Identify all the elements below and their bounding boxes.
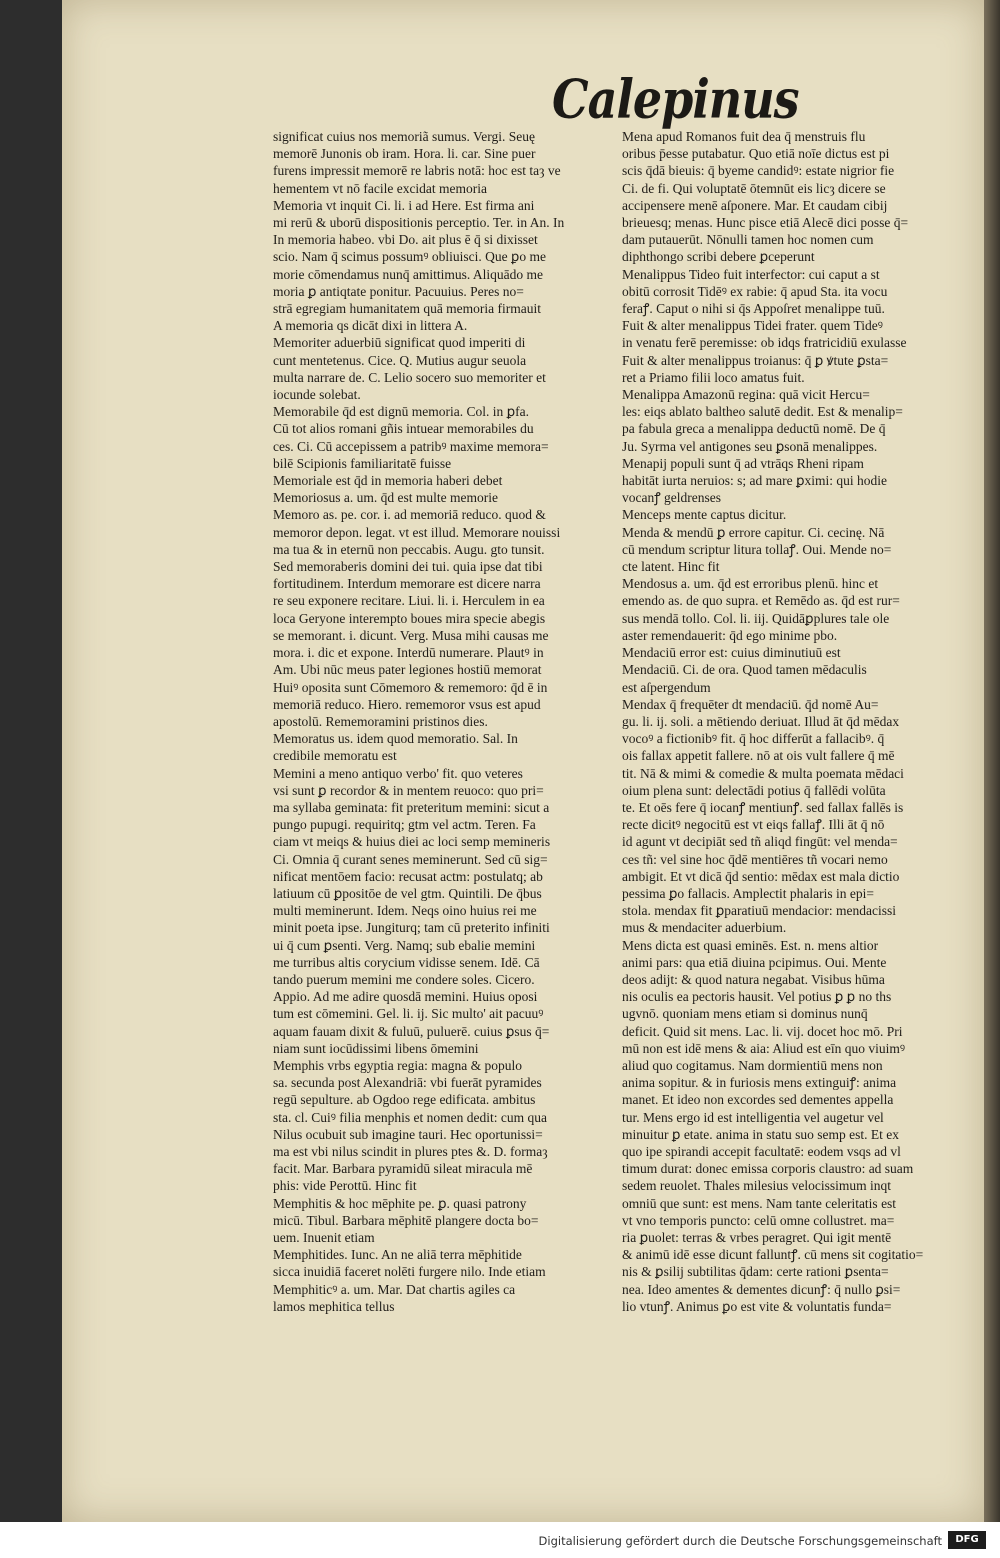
text-line: ces. Ci. Cū accepissem a patribꝰ maxime memora= [273,438,549,454]
text-line: timum durat: donec emissa corporis claustro: ad suam [622,1161,914,1177]
text-line: brieuesq; menas. Hunc pisce etiā Alecē dici posse q̄= [622,215,909,231]
text-line: Menalippa Amazonū regina: quā vicit Hercu= [622,387,870,403]
text-line: In memoria habeo. vbi Do. ait plus ē q̄ si dixisset [273,232,538,248]
text-line: ois fallax appetit fallere. nō at ois vult fallere q̄ mē [622,748,895,764]
text-line: A memoria qs dicāt dixi in littera A. [273,318,468,334]
text-line: les: eiqs ablato baltheo salutē dedit. Est & menalip= [622,404,903,420]
text-line: pa fabula greca a menalippa deductū nomē. De q̄ [622,421,886,437]
text-line: nea. Ideo amentes & dementes dicunꝭ: q̄ nullo ꝑsi= [622,1281,901,1297]
text-line: vocoꝰ a fictionibꝰ fit. q̄ hoc differūt a fallacibꝰ. q̄ [622,731,885,747]
text-line: Huiꝰ oposita sunt Cōmemoro & rememoro: q̄d ē in [273,679,548,695]
text-line: ambigit. Et vt dicā q̄d sentio: mēdax est mala dictio [622,868,900,884]
text-line: loca Geryone interempto boues mira specie abegis [273,610,546,626]
text-line: aster remendauerit: q̄d ego minime pbo. [622,627,838,643]
text-line: apostolū. Rememoramini pristinos dies. [273,713,488,729]
text-line: sta. cl. Cuiꝰ filia menphis et nomen dedit: cum qua [273,1109,547,1125]
text-line: Menapij populi sunt q̄ ad vtrāqs Rheni ripam [622,455,864,471]
text-line: phis: vide Perottū. Hinc fit [273,1178,417,1194]
text-line: dam putauerūt. Nōnulli tamen hoc nomen cum [622,232,874,248]
text-line: moria ꝑ antiqtate ponitur. Pacuuius. Peres no= [273,283,524,299]
text-line: Menalippus Tideo fuit interfector: cui caput a st [622,266,880,282]
text-line: sicca inuidiā faceret nolēti furgere nilo. Inde etiam [273,1264,546,1280]
text-line: Memphis vrbs egyptia regia: magna & populo [273,1057,522,1073]
text-line: morie cōmendamus nunq̄ amittimus. Aliquādo me [273,266,543,282]
text-line: feraꝭ. Caput o nihi si q̄s Appoſret menalippe tuū. [622,301,885,317]
text-line: hementem vt nō facile excidat memoria [273,180,488,196]
text-line: scis q̄dā bieuis: q̄ byeme candidꝰ: estate nigrior fie [622,163,895,179]
text-line: iocunde solebat. [273,387,361,403]
text-line: tit. Nā & mimi & comedie & multa poemata mēdaci [622,765,904,781]
footer-bar [0,1522,1000,1558]
text-line: Memoriter aduerbiū significat quod imperiti di [273,335,526,351]
text-line: tando puerum memini me condere soles. Cicero. [273,971,535,987]
text-line: stola. mendax fit ꝑparatiuū mendacior: mendacissi [622,903,896,919]
text-line: in venatu ferē peremisse: ob idqs fratricidiū exulasse [622,335,907,351]
text-line: mi rerū & uborū dispositionis perceptio. Ter. in An. In [273,215,565,231]
text-line: emendo as. de quo supra. et Remēdo as. q̄d est rur= [622,593,900,609]
dfg-logo: DFG [948,1531,986,1549]
text-line: Memoriale est q̄d in memoria haberi debet [273,473,503,489]
text-line: Nilus ocubuit sub imagine tauri. Hec oportunissi= [273,1126,543,1142]
text-line: memorē Junonis ob iram. Hora. li. car. Sine puer [273,146,536,162]
text-line: Fuit & alter menalippus troianus: q̄ ꝑ ꝟtute ꝑsta= [622,352,889,368]
text-line: Am. Ubi nūc meus pater legiones hostiū memorat [273,662,542,678]
text-line: Menda & mendū ꝑ errore capitur. Ci. cecinę. Nā [622,524,885,540]
text-line: nis oculis ea pectoris hausit. Vel potius ꝑ ꝑ no ths [622,989,892,1005]
text-line: regū sepulture. ab Ogdoo rege edificata. ambitus [273,1092,536,1108]
text-line: gu. li. ij. soli. a mētiendo deriuat. Illud āt q̄d mēdax [622,713,900,729]
text-line: Mena apud Romanos fuit dea q̄ menstruis flu [622,129,866,144]
text-line: memoriā reduco. Hiero. rememoror vsus est apud [273,696,541,712]
text-line: multa narrare de. C. Lelio socero suo memoriter et [273,369,546,385]
text-line: mū non est idē mens & aia: Aliud est eīn quo viuimꝰ [622,1040,906,1056]
text-line: Menceps mente captus dicitur. [622,507,787,523]
text-line: & animū idē esse dicunt falluntꝭ. cū mens sit cogitatio= [622,1247,924,1263]
left-text-column [273,128,621,1315]
text-line: pungo pupugi. requiritq; gtm vel actm. Teren. Fa [273,817,536,833]
text-line: strā egregiam humanitatem quā memoria firmauit [273,301,542,317]
text-line: micū. Tibul. Barbara mēphitē plangere docta bo= [273,1212,539,1228]
text-line: significat cuius nos memoriã sumus. Vergi. Seuę [273,129,535,144]
text-line: ret a Priamo filii loco amatus fuit. [622,369,805,385]
text-line: vt vno temporis puncto: celū omne collustret. ma= [622,1212,895,1228]
text-line: Ju. Syrma vel antigones seu ꝑsonā menalippes. [622,438,878,454]
text-line: Memphitis & hoc mēphite pe. ꝑ. quasi patrony [273,1195,527,1211]
text-line: nis & ꝑsilij subtilitas q̄dam: certe rationi ꝑsenta= [622,1264,889,1280]
text-line: ces tñ: vel sine hoc q̄dē mentiēres tñ vocari nemo [622,851,888,867]
page-header-title: Calepinus [552,67,799,131]
text-line: vocanꝭ geldrenses [622,490,721,506]
text-line: uem. Inuenit etiam [273,1230,375,1245]
text-line: sedem reuolet. Thales milesius velocissimum inqt [622,1178,891,1194]
text-line: quo ipe spirandi accepit facultatē: eodem vsqs ad vl [622,1143,901,1159]
text-line: ciam vt meiqs & huius diei ac loci semp memineris [273,834,551,850]
text-line: cū mendum scriptur litura tollaꝭ. Oui. Mende no= [622,541,892,557]
text-line: multi meminerunt. Idem. Neqs oino huius rei me [273,903,537,919]
text-line: tur. Mens ergo id est intelligentia vel augetur vel [622,1109,884,1125]
text-line: Memini a meno antiquo verbo' fit. quo veteres [273,765,523,781]
right-text-column [622,128,984,1315]
text-line: minit poeta ipse. Jungiturq; tam cū preterito infiniti [273,920,550,936]
text-line: Ci. Omnia q̄ curant senes meminerunt. Sed cū sig= [273,851,548,867]
text-line: Memoria vt inquit Ci. li. i ad Here. Est firma ani [273,197,535,213]
text-line: oium plena sunt: delectādi potius q̄ fallēdi volūta [622,782,886,798]
text-line: furens impressit memorē re labris notā: hoc est taȝ ve [273,163,561,179]
text-line: ria ꝑuolet: terras & vrbes peragret. Qui igit mentē [622,1230,892,1245]
book-edge [984,0,1000,1522]
text-line: niam sunt iocūdissimi libens ōmemini [273,1040,479,1056]
text-line: cte latent. Hinc fit [622,559,720,575]
text-line: Memoriosus a. um. q̄d est multe memorie [273,490,498,506]
text-line: recte dicitꝰ negocitū est vt eiqs fallaꝭ. Illi āt q̄ nō [622,817,885,833]
text-line: sus mendā tollo. Col. li. iij. Quidāꝑplures tale ole [622,610,890,626]
text-line: sa. secunda post Alexandriā: vbi fuerāt pyramides [273,1075,542,1091]
text-line: minuitur ꝑ etate. anima in statu suo semp est. Et ex [622,1126,900,1142]
text-line: deficit. Quid sit mens. Lac. li. vij. docet hoc mō. Pri [622,1023,903,1039]
footer-credit-text: Digitalisierung gefördert durch die Deutsche Forschungsgemeinschaft [538,1534,942,1548]
text-line: pessima ꝑo fallacis. Amplectit phalaris in epi= [622,885,874,901]
text-line: accipensere menē aſponere. Mar. Et caudam cibij [622,197,888,213]
text-line: Mens dicta est quasi eminēs. Est. n. mens altior [622,937,879,953]
text-line: me turribus altis corycium vidisse senem. Idē. Cā [273,954,540,970]
text-line: bilē Scipionis familiaritatē fuisse [273,455,452,471]
text-line: re seu exponere recitare. Liui. li. i. Herculem in ea [273,593,545,609]
text-line: vsi sunt ꝑ recordor & in mentem reuoco: quo pri= [273,782,544,798]
text-line: cunt mentetenus. Cice. Q. Mutius augur seuola [273,352,527,368]
text-line: id agunt vt decipiāt sed tñ aliqd fingūt: vel menda= [622,834,898,850]
text-line: habitāt iurta neruios: s; ad mare ꝑximi: qui hodie [622,473,888,489]
text-line: Cū tot alios romani gñis intuear memorabiles du [273,421,534,437]
text-line: mus & mendaciter aduerbium. [622,920,787,936]
text-line: ma syllaba geminata: fit preteritum memini: sicut a [273,799,550,815]
text-line: Appio. Ad me adire quosdā memini. Huius oposi [273,989,538,1005]
text-line: Memoro as. pe. cor. i. ad memoriā reduco. quod & [273,507,546,523]
text-line: aquam fauam dixit & fuluū, puluerē. cuius ꝑsus q̄= [273,1023,550,1039]
text-line: animi pars: qua etiā diuina pcipimus. Oui. Mente [622,954,887,970]
text-line: latiuum cū ꝑpositōe de vel gtm. Quintili. De q̄bus [273,885,542,901]
text-line: anima sopitur. & in furiosis mens extinguiꝭ: anima [622,1075,897,1091]
text-line: scio. Nam q̄ scimus possumꝰ obliuisci. Que ꝑo me [273,249,546,265]
text-line: diphthongo scribi debere ꝑceperunt [622,249,815,265]
text-line: Mendosus a. um. q̄d est erroribus plenū. hinc et [622,576,879,592]
text-line: ma tua & in eternū non peccabis. Augu. gto tunsit. [273,541,545,557]
text-line: facit. Mar. Barbara pyramidū sileat miracula mē [273,1161,533,1177]
text-line: omniū que sunt: est mens. Nam tante celeritatis est [622,1195,897,1211]
text-line: obitū corrosit Tidēꝰ ex rabie: q̄ apud Sta. ita vocu [622,283,888,299]
text-line: oribus p̄esse putabatur. Quo etiā noīe dictus est pi [622,146,890,162]
text-line: manet. Et ideo non excordes sed dementes appella [622,1092,894,1108]
text-line: te. Et oēs fere q̄ iocanꝭ mentiunꝭ. sed fallax fallēs is [622,799,904,815]
text-line: Mendaciū. Ci. de ora. Quod tamen mēdaculis [622,662,867,678]
text-line: est aſpergendum [622,679,711,695]
text-line: Memphitides. Iunc. An ne aliā terra mēphitide [273,1247,522,1263]
text-line: se memorant. i. dicunt. Verg. Musa mihi causas me [273,627,549,643]
text-line: Fuit & alter menalippus Tidei frater. quem Tideꝰ [622,318,883,334]
text-line: ugvnō. quoniam mens etiam si dominus nunq̄ [622,1006,868,1022]
text-line: nificat mentōem facio: recusat actm: postulatq; ab [273,868,543,884]
text-line: Memoratus us. idem quod memoratio. Sal. In [273,731,518,747]
text-line: Mendaciū error est: cuius diminutiuū est [622,645,841,661]
text-line: memoror depon. legat. vt est illud. Memorare nouissi [273,524,561,540]
text-line: credibile memoratu est [273,748,397,764]
text-line: mora. i. dic et expone. Interdū numerare. Plautꝰ in [273,645,544,661]
text-line: Ci. de fi. Qui voluptatē ōtemnūt eis licȝ dicere se [622,180,886,196]
text-line: fortitudinem. Interdum memorare est dicere narra [273,576,541,592]
text-line: Sed memoraberis domini dei tui. quia ipse dat tibi [273,559,543,575]
text-line: tum est cōmemini. Gel. li. ij. Sic multo' ait pacuuꝰ [273,1006,544,1022]
text-line: lio vtunꝭ. Animus ꝑo est vite & voluntatis funda= [622,1298,892,1314]
text-line: ui q̄ cum ꝑsenti. Verg. Namq; sub ebalie memini [273,937,536,953]
text-line: deos adijt: & quod natura negabat. Visibus hūma [622,971,885,987]
text-line: ma est vbi nilus scindit in plures ptes &. D. formaȝ [273,1143,548,1159]
text-line: lamos mephitica tellus [273,1298,395,1314]
text-line: Mendax q̄ frequēter dt mendaciū. q̄d nomē Au= [622,696,879,712]
text-line: Memorabile q̄d est dignū memoria. Col. in ꝑfa. [273,404,530,420]
text-line: Memphiticꝰ a. um. Mar. Dat chartis agiles ca [273,1281,516,1297]
text-line: aliud quo cogitamus. Nam dormientiū mens non [622,1057,883,1073]
